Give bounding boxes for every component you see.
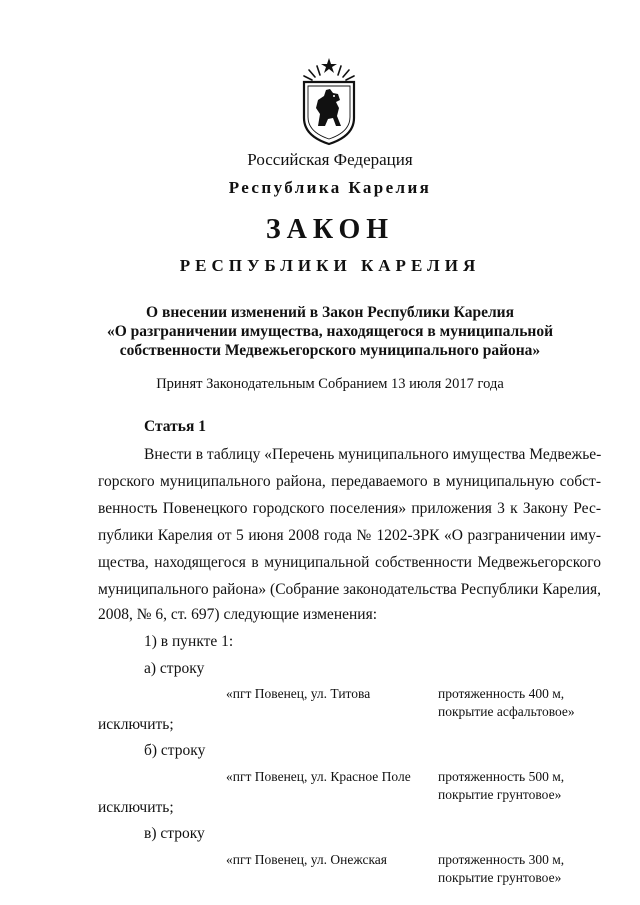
point-label: 1) в пункте 1:	[144, 633, 234, 650]
republic-name: Республика Карелия	[228, 178, 432, 197]
item-description: покрытие асфальтовое»	[438, 704, 575, 719]
paragraph-line: муниципального района» (Собрание законодательства Республики Карелия,	[98, 581, 601, 598]
law-heading-line-3: собственности Медвежьегорского муниципального района»	[119, 342, 541, 359]
article-title: Статья 1	[144, 418, 206, 435]
item-action: исключить;	[98, 799, 174, 816]
item-description: протяженность 400 м,	[438, 686, 565, 701]
adoption-date: Принят Законодательным Собранием 13 июля 2017 года	[156, 376, 504, 392]
item-label: б) строку	[144, 742, 206, 759]
paragraph-line: горского муниципального района, передаваемого в муниципальную собст-	[98, 473, 601, 490]
law-title: ЗАКОН	[265, 214, 395, 245]
item-description: протяженность 500 м,	[438, 769, 565, 784]
item-description: покрытие грунтовое»	[438, 787, 562, 802]
item-label: а) строку	[144, 660, 205, 677]
item-action: исключить;	[98, 716, 174, 733]
country-name: Российская Федерация	[247, 150, 413, 169]
item-description: покрытие грунтовое»	[438, 870, 562, 885]
coat-of-arms-emblem	[296, 56, 362, 146]
item-address: «пгт Повенец, ул. Онежская	[226, 852, 388, 867]
item-description: протяженность 300 м,	[438, 852, 565, 867]
item-label: в) строку	[144, 825, 205, 842]
law-heading-line-1: О внесении изменений в Закон Республики Карелия	[146, 304, 514, 321]
paragraph-line: венность Повенецкого городского поселения» приложения 3 к Закону Рес-	[98, 500, 601, 517]
item-address: «пгт Повенец, ул. Красное Поле	[226, 769, 411, 784]
paragraph-line: публики Карелия от 5 июня 2008 года № 1202-ЗРК «О разграничении иму-	[98, 527, 601, 544]
item-address: «пгт Повенец, ул. Титова	[226, 686, 371, 701]
law-heading-line-2: «О разграничении имущества, находящегося в муниципальной	[106, 323, 554, 340]
law-subtitle: РЕСПУБЛИКИ КАРЕЛИЯ	[179, 256, 481, 275]
paragraph-line: Внести в таблицу «Перечень муниципального имущества Медвежье-	[144, 446, 602, 463]
paragraph-line: 2008, № 6, ст. 697) следующие изменения:	[98, 606, 378, 623]
paragraph-line: щества, находящегося в муниципальной собственности Медвежьегорского	[98, 554, 601, 571]
